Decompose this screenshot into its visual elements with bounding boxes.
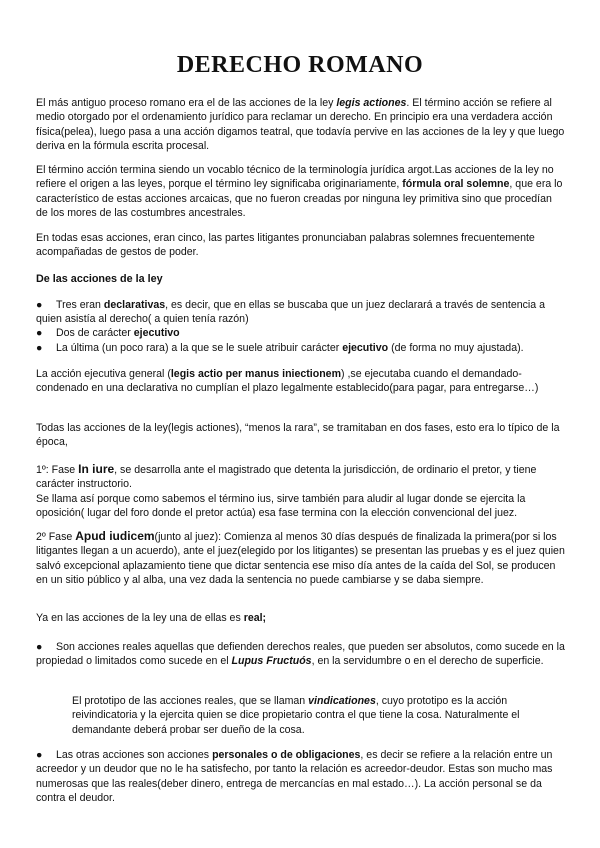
paragraph-fase-apud-iudicem: 2º Fase Apud iudicem(junto al juez): Comienza al menos 30 días después de finalizada la primera(por si los litigantes llegan a un acuerdo), ante el juez(elegido por los litigantes) se presentan las pruebas y es el juez quien salvó excepcional aplazamiento tiene que dictar sentencia ese miso día antes de la caída del Sol, se producen en un sitio público y al alba, una vez dada la sentencia no puede cambiarse y se daba siempre.: [36, 529, 565, 586]
paragraph-accion-ejecutiva: La acción ejecutiva general (legis actio per manus iniectionem) ,se ejecutaba cuando el demandado-condenado en una declarativa no cumplían el plazo legalmente establecido(para pagar, para entregarse…): [36, 368, 539, 395]
bullet-icon: ●: [36, 342, 43, 354]
bullet-icon: ●: [36, 641, 43, 653]
bullet-icon: ●: [36, 327, 43, 339]
term-apud-iudicem: Apud iudicem: [75, 529, 155, 543]
term-in-iure: In iure: [78, 462, 115, 476]
list-item: ● Las otras acciones son acciones personales o de obligaciones, es decir se refiere a la relación entre un acreedor y un deudor que no le ha satisfecho, por tanto la relación es acreedor-deudor. Estas son mucho mas numerosas que las reales(deber dinero, entrega de mercancías en mal estado…). La acción personal se da contra el deudor.: [36, 749, 553, 804]
bullet-icon: ●: [36, 299, 43, 311]
term-formula-oral: fórmula oral solemne: [402, 178, 510, 191]
paragraph-dos-fases: Todas las acciones de la ley(legis actiones), “menos la rara”, se tramitaban en dos fases, esto era lo típico de la época,: [36, 422, 560, 449]
paragraph-fase-in-iure: 1º: Fase In iure, se desarrolla ante el magistrado que detenta la jurisdicción, de ordinario el pretor, y tiene carácter instructorio. Se llama así porque como sabemos el término ius, sirve también para aludir al lugar donde se ejercita la oposición( lugar del foro donde el pretor actúa) esa fase termina con la elección convencional del juez.: [36, 462, 537, 519]
term-manus-iniectionem: legis actio per manus iniectionem: [170, 368, 341, 380]
term-legis-actiones: legis actiones: [336, 97, 407, 109]
paragraph-cinco-acciones: En todas esas acciones, eran cinco, las partes litigantes pronunciaban palabras solemnes frecuentemente acompañadas de gestos de poder.: [36, 232, 535, 259]
paragraph-intro: El más antiguo proceso romano era el de las acciones de la ley legis actiones. El término acción se refiere al medio otorgado por el ordenamiento jurídico para reclamar un derecho. En principio era una verdadera acción física(pelea), luego pasa a una acción digamos teatral, que todavía pervive en las acciones de la ley y que luego deriva en la fórmula escrita procesal.: [36, 97, 565, 152]
page-title: DERECHO ROMANO: [176, 52, 424, 78]
paragraph-termino-accion: El término acción termina siendo un vocablo técnico de la terminología jurídica argot.Las acciones de la ley no refiere el origen a las leyes, porque el término ley significaba originariamente, fórmula oral solemne, que era lo característico de estas acciones arcaicas, que no fueron creadas por ninguna ley primitiva sino que procedían de los mores de las costumbres ancestrales.: [36, 164, 563, 219]
term-vindicationes: vindicationes: [308, 695, 376, 707]
term-lupus-fructuos: Lupus Fructuós: [231, 655, 312, 668]
term-personales: personales o de obligaciones: [212, 749, 361, 761]
list-item: ● Tres eran declarativas, es decir, que en ellas se buscaba que un juez declarará a través de sentencia a quien asistía al derecho( a quien tenía razón): [36, 299, 546, 326]
section-heading: De las acciones de la ley: [36, 273, 163, 285]
paragraph-vindicationes: El prototipo de las acciones reales, que se llaman vindicationes, cuyo prototipo es la acción reivindicatoria y la ejercita quien se dice propietario contra el que tiene la cosa. Naturalmente el demandante deberá probar ser dueño de la cosa.: [72, 695, 520, 736]
list-item: ● Son acciones reales aquellas que defienden derechos reales, que pueden ser absolutos, como sucede en la propiedad o limitados como sucede en el Lupus Fructuós, en la servidumbre o en el derecho de superficie.: [36, 641, 565, 668]
list-item: ● La última (un poco rara) a la que se le suele atribuir carácter ejecutivo (de forma no muy ajustada).: [36, 342, 524, 354]
list-item: ● Dos de carácter ejecutivo: [36, 327, 180, 339]
bullet-icon: ●: [36, 749, 43, 761]
paragraph-accion-real: Ya en las acciones de la ley una de ellas es real;: [36, 612, 267, 624]
